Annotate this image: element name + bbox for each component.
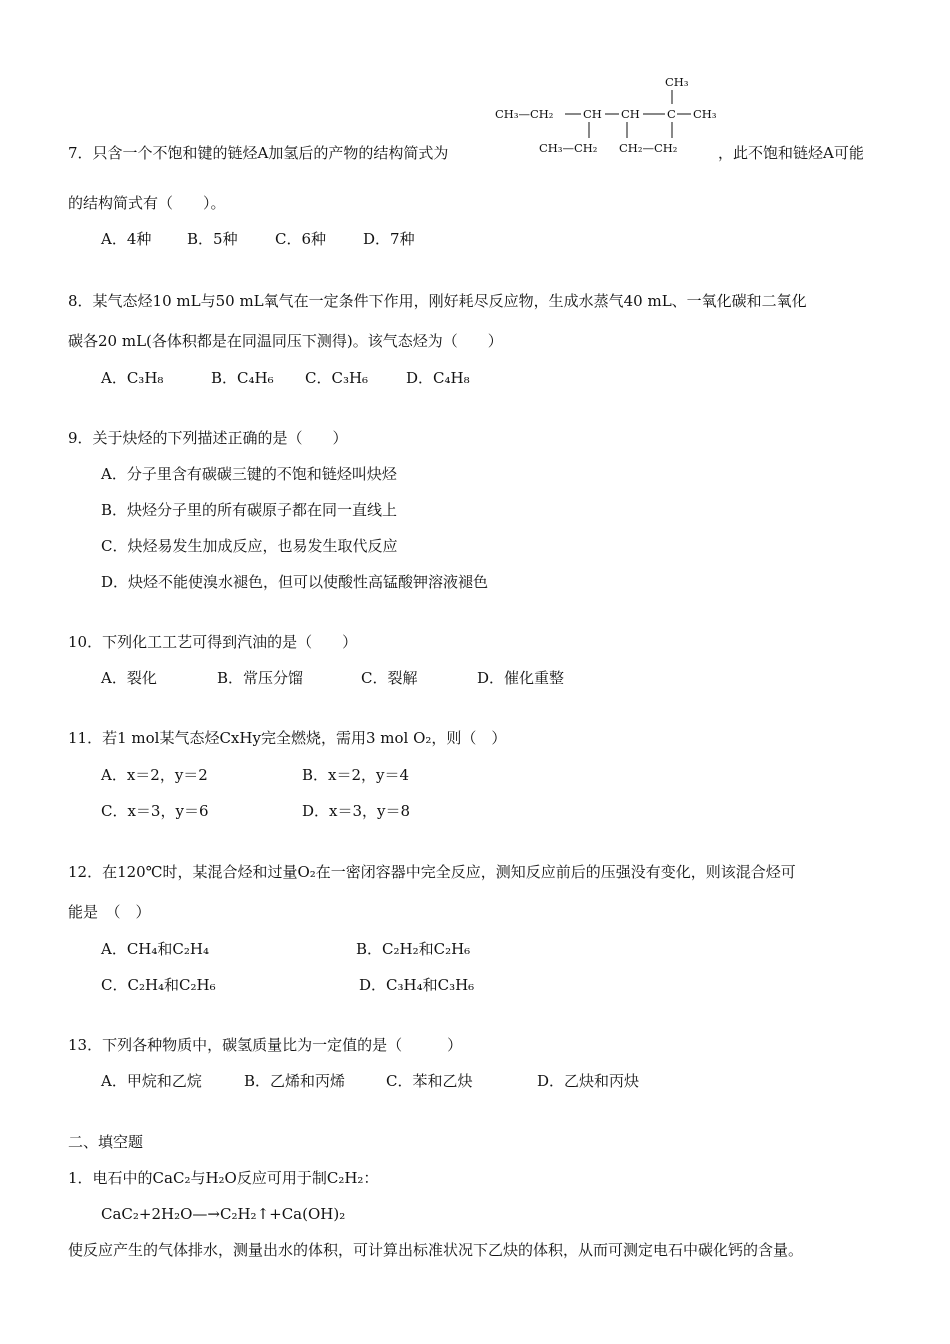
q13-option-b: B．乙烯和丙烯: [244, 1072, 346, 1090]
q13-option-d: D．乙炔和丙炔: [537, 1072, 640, 1090]
q11-option-c: C．x＝3，y＝6: [101, 802, 209, 820]
struct-c: C: [667, 107, 676, 121]
q7-structural-formula: [495, 72, 725, 162]
q9-stem: 9．关于炔烃的下列描述正确的是（ ）: [68, 429, 348, 447]
struct-ch1: CH: [583, 107, 602, 121]
q9-option-a: A．分子里含有碳碳三键的不饱和链烃叫炔烃: [101, 465, 397, 483]
q7-stem-part3: 的结构简式有（ ）。: [68, 194, 226, 212]
q8-option-d: D．C₄H₈: [406, 369, 470, 387]
fill-q1-equation: CaC₂+2H₂O—→C₂H₂↑+Ca(OH)₂: [101, 1205, 346, 1223]
struct-right-ch3: CH₃: [693, 107, 717, 121]
fill-q1-text: 使反应产生的气体排水，测量出水的体积，可计算出标准状况下乙炔的体积，从而可测定电石中碳化钙的含量。: [68, 1241, 804, 1259]
q10-option-d: D．催化重整: [477, 669, 565, 687]
q10-option-c: C．裂解: [361, 669, 418, 687]
q7-stem-part2: ，此不饱和链烃A可能: [718, 144, 864, 162]
q12-option-a: A．CH₄和C₂H₄: [101, 940, 209, 958]
q7-option-c: C．6种: [275, 230, 327, 248]
q12-option-c: C．C₂H₄和C₂H₆: [101, 976, 216, 994]
section-title: 二、填空题: [68, 1133, 144, 1151]
q8-option-c: C．C₃H₆: [305, 369, 369, 387]
q10-stem: 10．下列化工工艺可得到汽油的是（ ）: [68, 633, 358, 651]
q7-option-a: A．4种: [101, 230, 152, 248]
q12-stem-part1: 12．在120℃时，某混合烃和过量O₂在一密闭容器中完全反应，测知反应前后的压强没有变化，则该混合烃可: [68, 863, 796, 881]
q8-stem-part1: 8．某气态烃10 mL与50 mL氧气在一定条件下作用，刚好耗尽反应物，生成水蒸气40 mL、一氧化碳和二氧化: [68, 292, 807, 310]
q10-option-b: B．常压分馏: [217, 669, 304, 687]
q9-option-d: D．炔烃不能使溴水褪色，但可以使酸性高锰酸钾溶液褪色: [101, 573, 489, 591]
q7-option-d: D．7种: [363, 230, 415, 248]
struct-top-ch3: CH₃: [665, 75, 689, 89]
q11-option-b: B．x＝2，y＝4: [302, 766, 410, 784]
q8-option-a: A．C₃H₈: [101, 369, 164, 387]
q11-option-a: A．x＝2，y＝2: [101, 766, 208, 784]
fill-q1-stem: 1．电石中的CaC₂与H₂O反应可用于制C₂H₂：: [68, 1169, 379, 1187]
struct-sub-left: CH₃—CH₂: [539, 141, 598, 155]
q11-option-d: D．x＝3，y＝8: [302, 802, 411, 820]
struct-sub-right: CH₂—CH₂: [619, 141, 678, 155]
q12-option-d: D．C₃H₄和C₃H₆: [359, 976, 475, 994]
q12-stem-part2: 能是 （ ）: [68, 903, 151, 921]
q7-option-b: B．5种: [187, 230, 238, 248]
q9-option-c: C．炔烃易发生加成反应，也易发生取代反应: [101, 537, 398, 555]
q12-option-b: B．C₂H₂和C₂H₆: [356, 940, 471, 958]
q13-stem: 13．下列各种物质中，碳氢质量比为一定值的是（ ）: [68, 1036, 463, 1054]
struct-ch2: CH: [621, 107, 640, 121]
q8-stem-part2: 碳各20 mL(各体积都是在同温同压下测得)。该气态烃为（ ）: [68, 332, 503, 350]
q8-option-b: B．C₄H₆: [211, 369, 274, 387]
q9-option-b: B．炔烃分子里的所有碳原子都在同一直线上: [101, 501, 398, 519]
struct-main-left: CH₃—CH₂: [495, 107, 554, 121]
q7-stem-part1: 7．只含一个不饱和键的链烃A加氢后的产物的结构简式为: [68, 144, 449, 162]
q10-option-a: A．裂化: [101, 669, 157, 687]
q13-option-a: A．甲烷和乙烷: [101, 1072, 202, 1090]
q13-option-c: C．苯和乙炔: [386, 1072, 473, 1090]
q11-stem: 11．若1 mol某气态烃CxHy完全燃烧，需用3 mol O₂，则（ ）: [68, 729, 507, 747]
